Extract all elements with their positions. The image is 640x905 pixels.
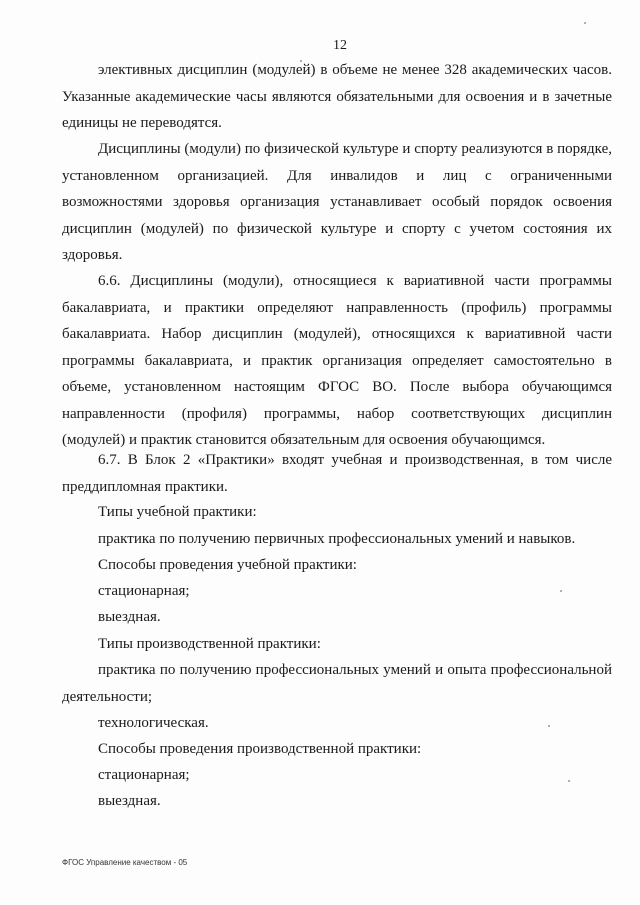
text-line-production-practice-types: Типы производственной практики:	[98, 636, 321, 652]
scan-speck	[560, 590, 562, 592]
scan-speck	[568, 780, 570, 782]
text-line-educational-practice-types: Типы учебной практики:	[98, 504, 257, 520]
scan-speck	[584, 22, 586, 24]
paragraph-elective-hours: элективных дисциплин (модулей) в объеме не менее 328 академических часов. Указанные академические часы являются обязательными для освоения и в зачетные единицы не переводятся.	[62, 62, 612, 131]
paragraph-6-7: 6.7. В Блок 2 «Практики» входят учебная и производственная, в том числе преддипломная практики.	[62, 452, 612, 495]
scan-speck	[300, 60, 302, 62]
text-line-technological: технологическая.	[98, 715, 209, 731]
paragraph-physical-culture: Дисциплины (модули) по физической культуре и спорту реализуются в порядке, установленном организацией. Для инвалидов и лиц с ограниченными возможностями здоровья организация устанавливает особый порядок освоения дисциплин (модулей) по физической культуре и спорту с учетом состояния их здоровья.	[62, 141, 612, 263]
paragraph-professional-experience-practice: практика по получению профессиональных умений и опыта профессиональной деятельности;	[62, 662, 612, 705]
text-line-educational-practice-methods: Способы проведения учебной практики:	[98, 557, 357, 573]
text-line-stationary-1: стационарная;	[98, 583, 190, 599]
text-line-production-practice-methods: Способы проведения производственной практики:	[98, 741, 422, 757]
scan-speck	[548, 725, 550, 727]
paragraph-6-6: 6.6. Дисциплины (модули), относящиеся к вариативной части программы бакалавриата, и практики определяют направленность (профиль) программы бакалавриата. Набор дисциплин (модулей), относящихся к вариативной части программы бакалавриата, и практик организация определяет самостоятельно в объеме, установленном настоящим ФГОС ВО. После выбора обучающимся направленности (профиля) программы, набор соответствующих дисциплин (модулей) и практик становится обязательным для освоения обучающимся.	[62, 273, 612, 448]
text-line-field-2: выездная.	[98, 793, 161, 809]
text-line-field-1: выездная.	[98, 609, 161, 625]
page-number: 12	[333, 38, 347, 53]
page-footer: ФГОС Управление качеством - 05	[62, 858, 188, 867]
text-line-primary-skills-practice: практика по получению первичных профессиональных умений и навыков.	[98, 531, 576, 547]
text-line-stationary-2: стационарная;	[98, 767, 190, 783]
